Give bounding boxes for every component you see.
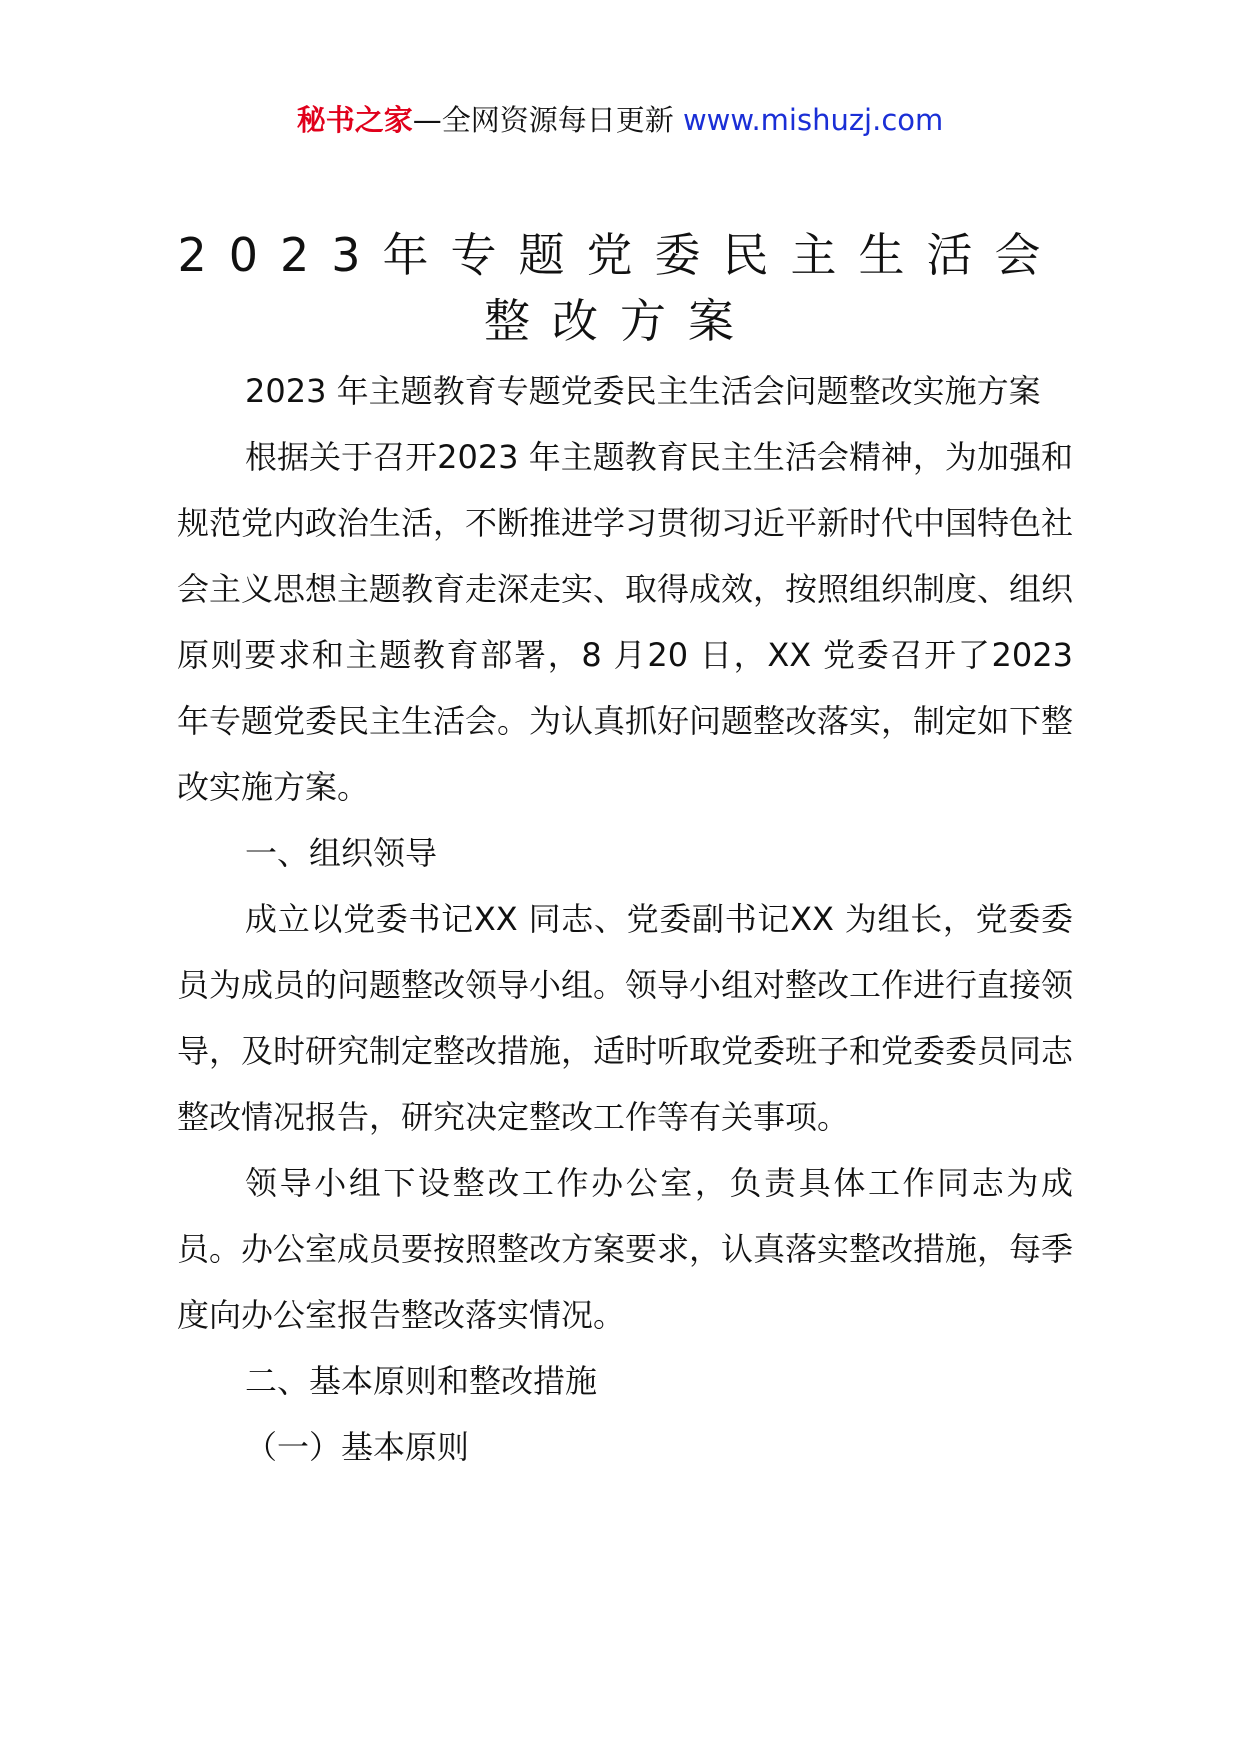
section-heading-principles: 二、基本原则和整改措施: [245, 1362, 598, 1400]
paragraph-office: 领导小组下设整改工作办公室，负责具体工作同志为成员。办公室成员要按照整改方案要求，认真落实整改措施，每季度向办公室报告整改落实情况。: [177, 1164, 1074, 1334]
subsection-heading-basic-principles: （一）基本原则: [245, 1428, 470, 1466]
site-brand: 秘书之家: [296, 103, 413, 137]
site-slogan: —全网资源每日更新: [412, 103, 674, 137]
paragraph-intro: 根据关于召开2023 年主题教育民主生活会精神，为加强和规范党内政治生活，不断推进学习贯彻习近平新时代中国特色社会主义思想主题教育走深走实、取得成效，按照组织制度、组织原则要求和主题教育部署，8 月20 日，XX 党委召开了2023 年专题党委民主生活会。为认真抓好问题整改落实，制定如下整改实施方案。: [177, 438, 1074, 806]
site-header: [0, 100, 1240, 140]
section-heading-organization: 一、组织领导: [245, 834, 438, 872]
paragraph-leadership-group: 成立以党委书记XX 同志、党委副书记XX 为组长，党委委员为成员的问题整改领导小组。领导小组对整改工作进行直接领导，及时研究制定整改措施，适时听取党委班子和党委委员同志整改情况报告，研究决定整改工作等有关事项。: [177, 900, 1074, 1136]
document-body: [177, 358, 1073, 1480]
site-url-link[interactable]: www.mishuzj.com: [682, 103, 944, 137]
paragraph-subtitle: 2023 年主题教育专题党委民主生活会问题整改实施方案: [245, 372, 1041, 410]
document-title: 2023年专题党委民主生活会整改方案: [177, 228, 1063, 348]
